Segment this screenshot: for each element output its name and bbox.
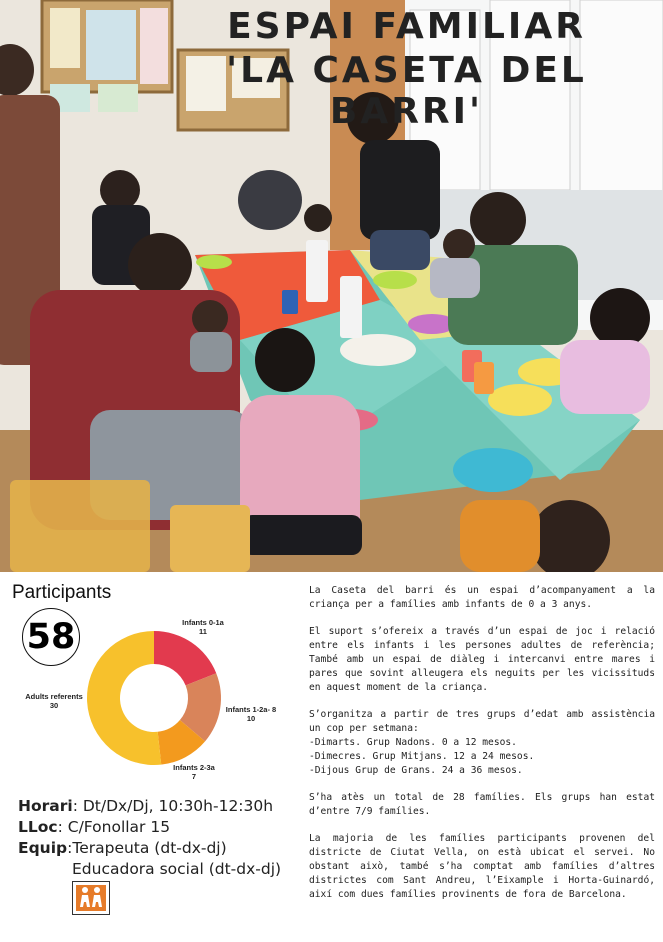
horari-label: Horari bbox=[18, 797, 73, 815]
group-line-1: -Dimarts. Grup Nadons. 0 a 12 mesos. bbox=[309, 737, 517, 748]
group-line-3: -Dijous Grup de Grans. 24 a 36 mesos. bbox=[309, 765, 523, 776]
family-icon-graphic bbox=[76, 885, 106, 911]
paragraph-groups bbox=[309, 708, 655, 778]
horari-row bbox=[18, 797, 273, 815]
chart-label-value: 7 bbox=[191, 772, 197, 781]
lloc-row bbox=[18, 818, 170, 836]
equip-value-2: Educadora social (dt-dx-dj) bbox=[72, 860, 282, 878]
group-line-2: -Dimecres. Grup Mitjans. 12 a 24 mesos. bbox=[309, 751, 535, 762]
equip-row bbox=[18, 839, 227, 857]
family-icon bbox=[72, 881, 110, 915]
paragraph-families: S’ha atès un total de 28 famílies. Els grups han estat d’entre 7/9 famílies. bbox=[309, 792, 655, 817]
participants-label: Participants bbox=[12, 582, 112, 603]
chart-label-value: 30 bbox=[49, 701, 59, 710]
equip-value-1: :Terapeuta (dt-dx-dj) bbox=[67, 839, 227, 857]
description-text bbox=[309, 584, 655, 915]
chart-label-infants-1-2 bbox=[218, 705, 284, 723]
chart-label-infants-2-3 bbox=[162, 763, 226, 781]
groups-intro: S’organitza a partir de tres grups d’edat amb assistència un cop per setmana: bbox=[309, 709, 655, 734]
lloc-value: : C/Fonollar 15 bbox=[57, 818, 171, 836]
participants-total: 58 bbox=[22, 608, 80, 666]
lloc-label: LLoc bbox=[18, 818, 58, 836]
chart-label-name: Infants 2-3a bbox=[173, 763, 215, 772]
page-title-line2: 'LA CASETA DEL BARRI' bbox=[226, 50, 587, 132]
chart-label-name: Adults referents bbox=[25, 692, 83, 701]
paragraph-support: El suport s’ofereix a través d’un espai de joc i relació entre els infants i les persones adultes de referència; També amb un espai de diàleg i intercanvi entre mares i pares que sovint alleugera els neguits per les vicissituds en aquest moment de la criança. bbox=[309, 626, 655, 693]
donut-slice-adults-referents bbox=[87, 631, 161, 765]
chart-label-value: 11 bbox=[199, 627, 207, 636]
equip-label: Equip bbox=[18, 839, 68, 857]
paragraph-intro: La Caseta del barri és un espai d’acompanyament a la criança per a famílies amb infants de 0 a 3 anys. bbox=[309, 585, 655, 610]
chart-label-name: Infants 0-1a bbox=[182, 618, 224, 627]
chart-label-adults bbox=[20, 692, 88, 710]
chart-label-infants-0-1 bbox=[168, 618, 238, 636]
paragraph-origin: La majoria de les famílies participants provenen del districte de Ciutat Vella, on està ubicat el servei. No obstant això, també s’ha comptat amb famílies d’altres districtes com Sant Andreu, l’Eixample i Horta-Guinardó, així com dues famílies provinents de fora de Barcelona. bbox=[309, 833, 655, 900]
chart-label-name: Infants 1-2a- 8 bbox=[225, 705, 277, 714]
page-title-line1: ESPAI FAMILIAR bbox=[227, 6, 586, 47]
horari-value: : Dt/Dx/Dj, 10:30h-12:30h bbox=[72, 797, 274, 815]
chart-label-value: 10 bbox=[246, 714, 256, 723]
